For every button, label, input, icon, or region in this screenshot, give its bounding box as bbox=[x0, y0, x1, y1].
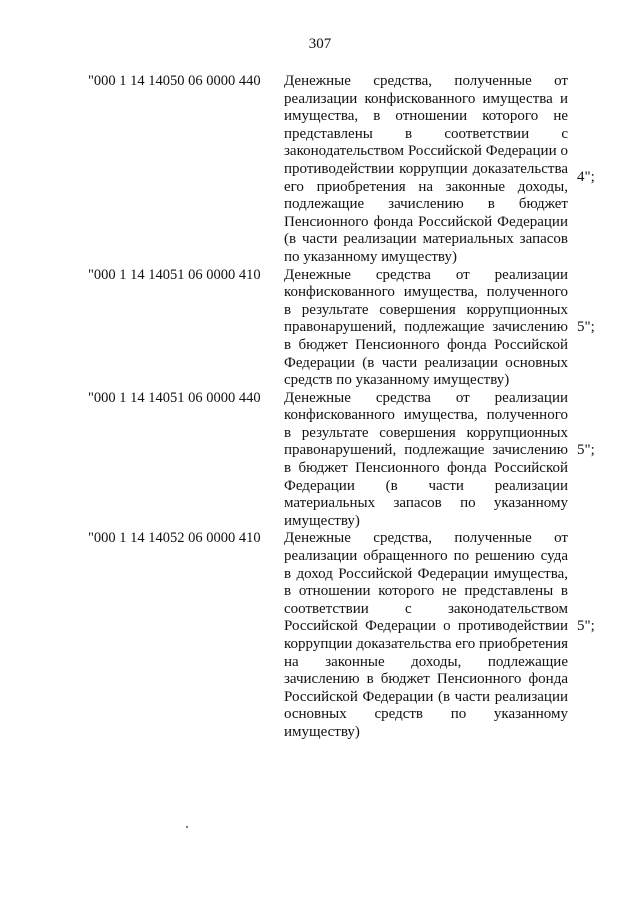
income-description: Денежные средства от реализации конфискованного имущества, полученного в результате совершения коррупционных правонарушений, подлежащие зачислению в бюджет Пенсионного фонда Российской Федерации (в части реализации основных средств по указанному имуществу) bbox=[284, 266, 568, 389]
income-code: "000 1 14 14051 06 0000 440 bbox=[88, 389, 261, 406]
page-number: 307 bbox=[308, 36, 332, 52]
list-item bbox=[0, 267, 640, 390]
scan-speck bbox=[186, 826, 188, 828]
norm-value: 5"; bbox=[577, 618, 595, 635]
norm-value: 5"; bbox=[577, 318, 595, 335]
income-description: Денежные средства от реализации конфискованного имущества, полученного в результате совершения коррупционных правонарушений, подлежащие зачислению в бюджет Пенсионного фонда Российской Федерации (в части реализации материальных запасов по указанному имуществу) bbox=[284, 389, 568, 529]
income-code: "000 1 14 14050 06 0000 440 bbox=[88, 73, 261, 89]
list-item bbox=[0, 73, 640, 267]
norm-value: 5"; bbox=[577, 441, 595, 458]
income-description: Денежные средства, полученные от реализации конфискованного имущества и имущества, в отношении которого не представлены в соответствии с законодательством Российской Федерации о противодействии коррупции доказательства его приобретения на законные доходы, подлежащие зачислению в бюджет Пенсионного фонда Российской Федерации (в части реализации материальных запасов по указанному имуществу) bbox=[284, 73, 568, 265]
list-item bbox=[0, 530, 640, 741]
list-item bbox=[0, 390, 640, 531]
norm-value: 4"; bbox=[577, 169, 595, 185]
income-code: "000 1 14 14052 06 0000 410 bbox=[88, 530, 261, 547]
income-codes-list bbox=[0, 73, 640, 742]
income-description: Денежные средства, полученные от реализации обращенного по решению суда в доход Российской Федерации имущества, в отношении которого не представлены в соответствии с законодательством Российской Федерации о противодействии коррупции доказательства его приобретения на законные доходы, подлежащие зачислению в бюджет Пенсионного фонда Российской Федерации (в части реализации основных средств по указанному имуществу) bbox=[284, 530, 568, 740]
income-code: "000 1 14 14051 06 0000 410 bbox=[88, 266, 261, 283]
